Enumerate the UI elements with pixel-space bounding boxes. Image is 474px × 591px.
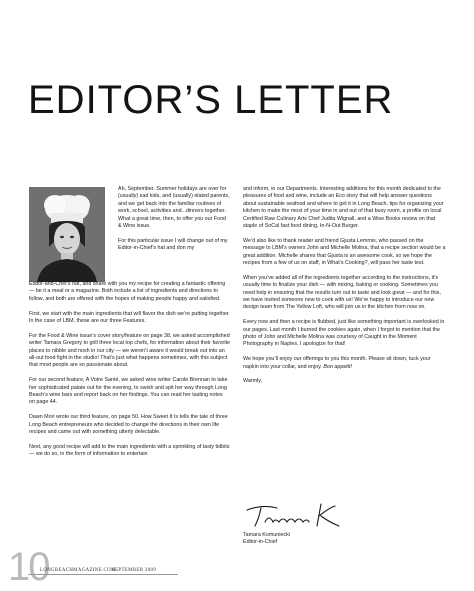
intro-column (118, 186, 230, 260)
closing-text: We hope you’ll enjoy our offerings to you this month. Please sit down, tuck your napkin into your collar, and enjoy. (243, 356, 431, 370)
page-title: EDITOR’S LETTER (28, 78, 394, 122)
paragraph: First, we start with the main ingredients that will flavor the dish we’re putting together. In the case of LBM, these are our three Features. (29, 310, 230, 325)
editor-portrait-image (29, 187, 105, 282)
paragraph: For our second feature, A Votre Santé, we asked wine writer Carole Brennan to take her sophisticated palate out for the evening, to swish and spit her way through Long Beach’s wine bars and report back on her findings. You can read her tasting notes on page 44. (29, 377, 228, 406)
paragraph: Ah, September. Summer holidays are over for (usually) sad kids, and (usually) elated parents, and we get back into the familiar routines of work, school, activities and...dinners together. What a great time, then, to offer you our Food & Wine issue. (118, 186, 230, 230)
paragraph: Next, any good recipe will add to the main ingredients with a sprinkling of tasty tidbits — we do so, in the form of information to entertain (29, 443, 230, 458)
footer-issue-date: SEPTEMBER 2009 (112, 568, 157, 573)
left-column (29, 281, 230, 466)
right-column (243, 186, 446, 393)
paragraph: For this particular issue I will change out of my Editor-in-Chief’s hat and don my (118, 237, 228, 252)
signer-title: Editor-in-Chief (243, 539, 278, 546)
closing-emphasis: Bon appetit! (323, 363, 352, 370)
signer-name: Tamara Komuniecki (243, 532, 290, 538)
signature-image (243, 500, 353, 532)
salutation: Warmly, (243, 378, 262, 385)
paragraph: Dawn Mori wrote our third feature, on page 50. How Sweet It Is tells the tale of three Long Beach entrepreneurs who decided to change the directions in their own life recipes and came out with something utterly delectable. (29, 414, 228, 436)
editor-photo (29, 187, 105, 282)
paragraph: Editor-and-Chef’s hat, and share with you my recipe for creating a fantastic offering — be it a meal or a magazine. Both include a list of ingredients and directions to follow, and both are offered with the hopes of making people happy and satisfied. (29, 281, 226, 302)
paragraph: When you’ve added all of the ingredients together according to the instructions, it’s usually time to finalize your dish — with mixing, baking or cooking. Sometimes you need help in ensuring that the results turn out to taste and look great — and for this, we have invited someone new to cook with us! We’re happy to introduce our new design team from The Yellow Loft, who will join us in the kitchen from now on. (243, 274, 441, 311)
page-number: 10 (8, 545, 49, 589)
paragraph: and inform, in our Departments. Interesting additions for this month dedicated to the pleasures of food and wine, include an Eco story that will help answer questions about sustainable seafood and where to get it in Long Beach, tips for organizing your kitchen to make the most of your time in and out of that busy room, a profile on local Certified Raw Culinary Arts Chef Judita Wignall, and a Wise Books review on that staple of SoCal fast food dining, In-N-Out Burger. (243, 186, 444, 230)
footer-website: LONGBEACHMAGAZINE.COM (40, 568, 116, 573)
signature-block (243, 500, 443, 547)
paragraph: Every now and then a recipe is flubbed, just like something important is overlooked in our pages. Last month I burned the cookies again, when I forgot to mention that the photo of John and Michelle Molina was courtesy of Caught in the Moment Photography in Naples. I apologize for that! (243, 319, 445, 348)
paragraph: For the Food & Wine issue’s cover story/feature on page 38, we asked accomplished writer Tamara Gregory to grill three local top chefs, for information about their favorite places to nibble and nosh in our city — we weren’t aware it would break out into an all-out food fight in the studio! That’s just what happens sometimes, with this subject that most people are so passionate about. (29, 332, 230, 369)
closing-paragraph (243, 356, 446, 371)
paragraph: We’d also like to thank reader and friend Gjusta Lemmis, who passed on the message to LBM’s owners John and Michelle Molina, that a recipe section would be a great addition. Michelle shares that Gjusta is an awesome cook, so we hope the recipes from a few of us on staff, in What’s Cooking?, will pass her taste test. (243, 237, 446, 267)
footer-divider (28, 574, 178, 575)
